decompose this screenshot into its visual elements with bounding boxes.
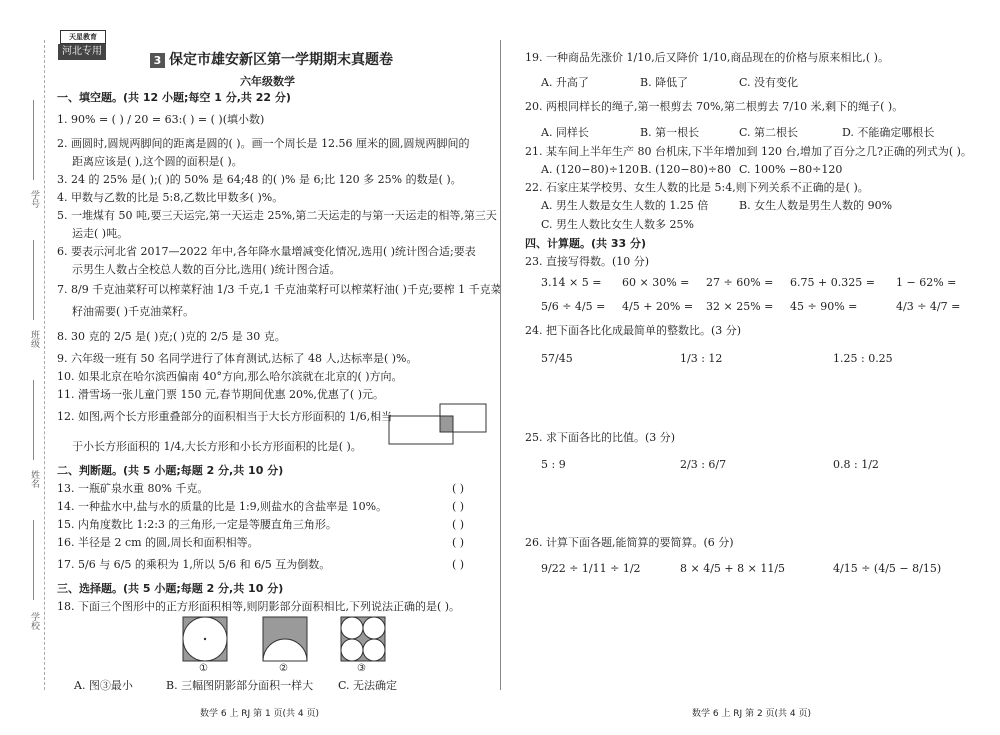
calc-item: 4/5 + 20% = (622, 300, 694, 313)
option-19-c[interactable]: C. 没有变化 (739, 76, 799, 89)
option-21-a[interactable]: A. (120−80)÷120 (541, 163, 639, 176)
side-label-student-id: 学号 (29, 190, 39, 208)
section-multiple-choice: 三、选择题。(共 5 小题;每题 2 分,共 10 分) (57, 582, 284, 595)
question-2-cont: 距离应该是( ),这个圆的面积是( )。 (72, 155, 243, 168)
question-7: 7. 8/9 千克油菜籽可以榨菜籽油 1/3 千克,1 千克油菜籽可以榨菜籽油( )千克;要榨 1 千克菜 (57, 283, 502, 296)
question-18: 18. 下面三个图形中的正方形面积相等,则阴影部分面积相比,下列说法正确的是( )。 (57, 600, 461, 613)
calc-expression: 9/22 ÷ 1/11 ÷ 1/2 (541, 562, 641, 575)
question-11: 11. 滑雪场一张儿童门票 150 元,春节期间优惠 20%,优惠了( )元。 (57, 388, 384, 401)
question-16: 16. 半径是 2 cm 的圆,周长和面积相等。 (57, 536, 259, 549)
question-26: 26. 计算下面各题,能简算的要简算。(6 分) (525, 536, 734, 549)
option-20-b[interactable]: B. 第一根长 (640, 126, 700, 139)
option-18-c[interactable]: C. 无法确定 (338, 679, 398, 692)
calc-expression: 8 × 4/5 + 8 × 11/5 (680, 562, 786, 575)
option-20-c[interactable]: C. 第二根长 (739, 126, 799, 139)
question-7-cont: 籽油需要( )千克油菜籽。 (72, 305, 195, 318)
footer-page-2: 数学 6 上 RJ 第 2 页(共 4 页) (692, 709, 811, 719)
question-3: 3. 24 的 25% 是( );( )的 50% 是 64;48 的( )% 是 6;比 120 多 25% 的数是( )。 (57, 173, 462, 186)
option-18-a[interactable]: A. 图③最小 (74, 679, 133, 692)
question-17: 17. 5/6 与 6/5 的乘积为 1,所以 5/6 和 6/5 互为倒数。 (57, 558, 331, 571)
question-21: 21. 某车间上半年生产 80 台机床,下半年增加到 120 台,增加了百分之几?正确的列式为( )。 (525, 145, 972, 158)
question-13: 13. 一瓶矿泉水重 80% 千克。 (57, 482, 209, 495)
page-subtitle: 六年级数学 (240, 75, 295, 88)
option-20-a[interactable]: A. 同样长 (541, 126, 589, 139)
question-9: 9. 六年级一班有 50 名同学进行了体育测试,达标了 48 人,达标率是( )%。 (57, 352, 418, 365)
calc-item: 60 × 30% = (622, 276, 690, 289)
brand-logo: 天星教育 (60, 30, 106, 44)
ratio-item: 1.25 : 0.25 (833, 352, 893, 365)
question-2: 2. 画圆时,圆规两脚间的距离是圆的( )。画一个周长是 12.56 厘米的圆,圆规两脚间的 (57, 137, 470, 150)
ratio-item: 1/3 : 12 (680, 352, 723, 365)
question-20: 20. 两根同样长的绳子,第一根剪去 70%,第二根剪去 7/10 米,剩下的绳子( )。 (525, 100, 904, 113)
title-text: 保定市雄安新区第一学期期末真题卷 (169, 52, 393, 68)
answer-paren-16[interactable]: ( ) (452, 536, 465, 549)
question-15: 15. 内角度数比 1:2:3 的三角形,一定是等腰直角三角形。 (57, 518, 337, 531)
option-20-d[interactable]: D. 不能确定哪根长 (842, 126, 935, 139)
question-10: 10. 如果北京在哈尔滨西偏南 40°方向,那么哈尔滨就在北京的( )方向。 (57, 370, 403, 383)
question-24: 24. 把下面各比化成最简单的整数比。(3 分) (525, 324, 742, 337)
question-6-cont: 示男生人数占全校总人数的百分比,选用( )统计图合适。 (72, 263, 341, 276)
side-label-class: 班级 (29, 330, 39, 348)
question-23: 23. 直接写得数。(10 分) (525, 255, 650, 268)
page-title (150, 49, 393, 69)
calc-item: 1 − 62% = (896, 276, 957, 289)
overlap-rectangles-figure (388, 402, 488, 446)
calc-item: 5/6 ÷ 4/5 = (541, 300, 606, 313)
side-label-school: 学校 (29, 612, 39, 630)
ratio-value-item: 2/3 : 6/7 (680, 458, 727, 471)
answer-paren-15[interactable]: ( ) (452, 518, 465, 531)
ratio-value-item: 0.8 : 1/2 (833, 458, 879, 471)
figure-caption-3: ③ (357, 663, 366, 674)
question-8: 8. 30 克的 2/5 是( )克;( )克的 2/5 是 30 克。 (57, 330, 286, 343)
ratio-item: 57/45 (541, 352, 573, 365)
option-21-c[interactable]: C. 100% −80÷120 (739, 163, 843, 176)
option-22-c[interactable]: C. 男生人数比女生人数多 25% (541, 218, 694, 231)
question-19: 19. 一种商品先涨价 1/10,后又降价 1/10,商品现在的价格与原来相比,( )。 (525, 51, 889, 64)
exam-number: 3 (150, 53, 165, 68)
question-12: 12. 如图,两个长方形重叠部分的面积相当于大长方形面积的 1/6,相当 (57, 410, 393, 423)
side-rule (33, 240, 34, 320)
figure-caption-2: ② (279, 663, 288, 674)
section-fill-in: 一、填空题。(共 12 小题;每空 1 分,共 22 分) (57, 91, 291, 104)
square-circle-figure-1 (182, 616, 228, 662)
question-22: 22. 石家庄某学校男、女生人数的比是 5:4,则下列关系不正确的是( )。 (525, 181, 869, 194)
question-25: 25. 求下面各比的比值。(3 分) (525, 431, 676, 444)
option-18-b[interactable]: B. 三幅图阴影部分面积一样大 (166, 679, 314, 692)
option-19-b[interactable]: B. 降低了 (640, 76, 689, 89)
side-rule (33, 100, 34, 180)
calc-item: 3.14 × 5 = (541, 276, 602, 289)
region-tag: 河北专用 (58, 44, 106, 60)
side-rule (33, 520, 34, 600)
side-rule (33, 380, 34, 460)
calc-expression: 4/15 ÷ (4/5 − 8/15) (833, 562, 942, 575)
question-5: 5. 一堆煤有 50 吨,要三天运完,第一天运走 25%,第二天运走的与第一天运走的相等,第三天 (57, 209, 497, 222)
square-four-circles-figure-3 (340, 616, 386, 662)
calc-item: 6.75 + 0.325 = (790, 276, 875, 289)
section-calculation: 四、计算题。(共 33 分) (525, 237, 647, 250)
page-divider (500, 40, 501, 690)
option-21-b[interactable]: B. (120−80)÷80 (640, 163, 732, 176)
footer-page-1: 数学 6 上 RJ 第 1 页(共 4 页) (200, 709, 319, 719)
answer-paren-14[interactable]: ( ) (452, 500, 465, 513)
question-4: 4. 甲数与乙数的比是 5:8,乙数比甲数多( )%。 (57, 191, 284, 204)
side-label-name: 姓名 (29, 470, 39, 488)
answer-paren-17[interactable]: ( ) (452, 558, 465, 571)
calc-item: 4/3 ÷ 4/7 = (896, 300, 961, 313)
answer-paren-13[interactable]: ( ) (452, 482, 465, 495)
option-22-a[interactable]: A. 男生人数是女生人数的 1.25 倍 (541, 199, 709, 212)
calc-item: 27 ÷ 60% = (706, 276, 774, 289)
option-22-b[interactable]: B. 女生人数是男生人数的 90% (739, 199, 893, 212)
binding-line (44, 40, 45, 690)
square-semicircle-figure-2 (262, 616, 308, 662)
question-1: 1. 90% = ( ) / 20 = 63:( ) = ( )(填小数) (57, 113, 265, 126)
question-12-cont: 于小长方形面积的 1/4,大长方形和小长方形面积的比是( )。 (72, 440, 362, 453)
question-5-cont: 运走( )吨。 (72, 227, 129, 240)
option-19-a[interactable]: A. 升高了 (541, 76, 589, 89)
ratio-value-item: 5 : 9 (541, 458, 566, 471)
calc-item: 45 ÷ 90% = (790, 300, 858, 313)
figure-caption-1: ① (199, 663, 208, 674)
question-14: 14. 一种盐水中,盐与水的质量的比是 1:9,则盐水的含盐率是 10%。 (57, 500, 388, 513)
section-true-false: 二、判断题。(共 5 小题;每题 2 分,共 10 分) (57, 464, 284, 477)
question-6: 6. 要表示河北省 2017—2022 年中,各年降水量增减变化情况,选用( )统计图合适;要表 (57, 245, 476, 258)
calc-item: 32 × 25% = (706, 300, 774, 313)
